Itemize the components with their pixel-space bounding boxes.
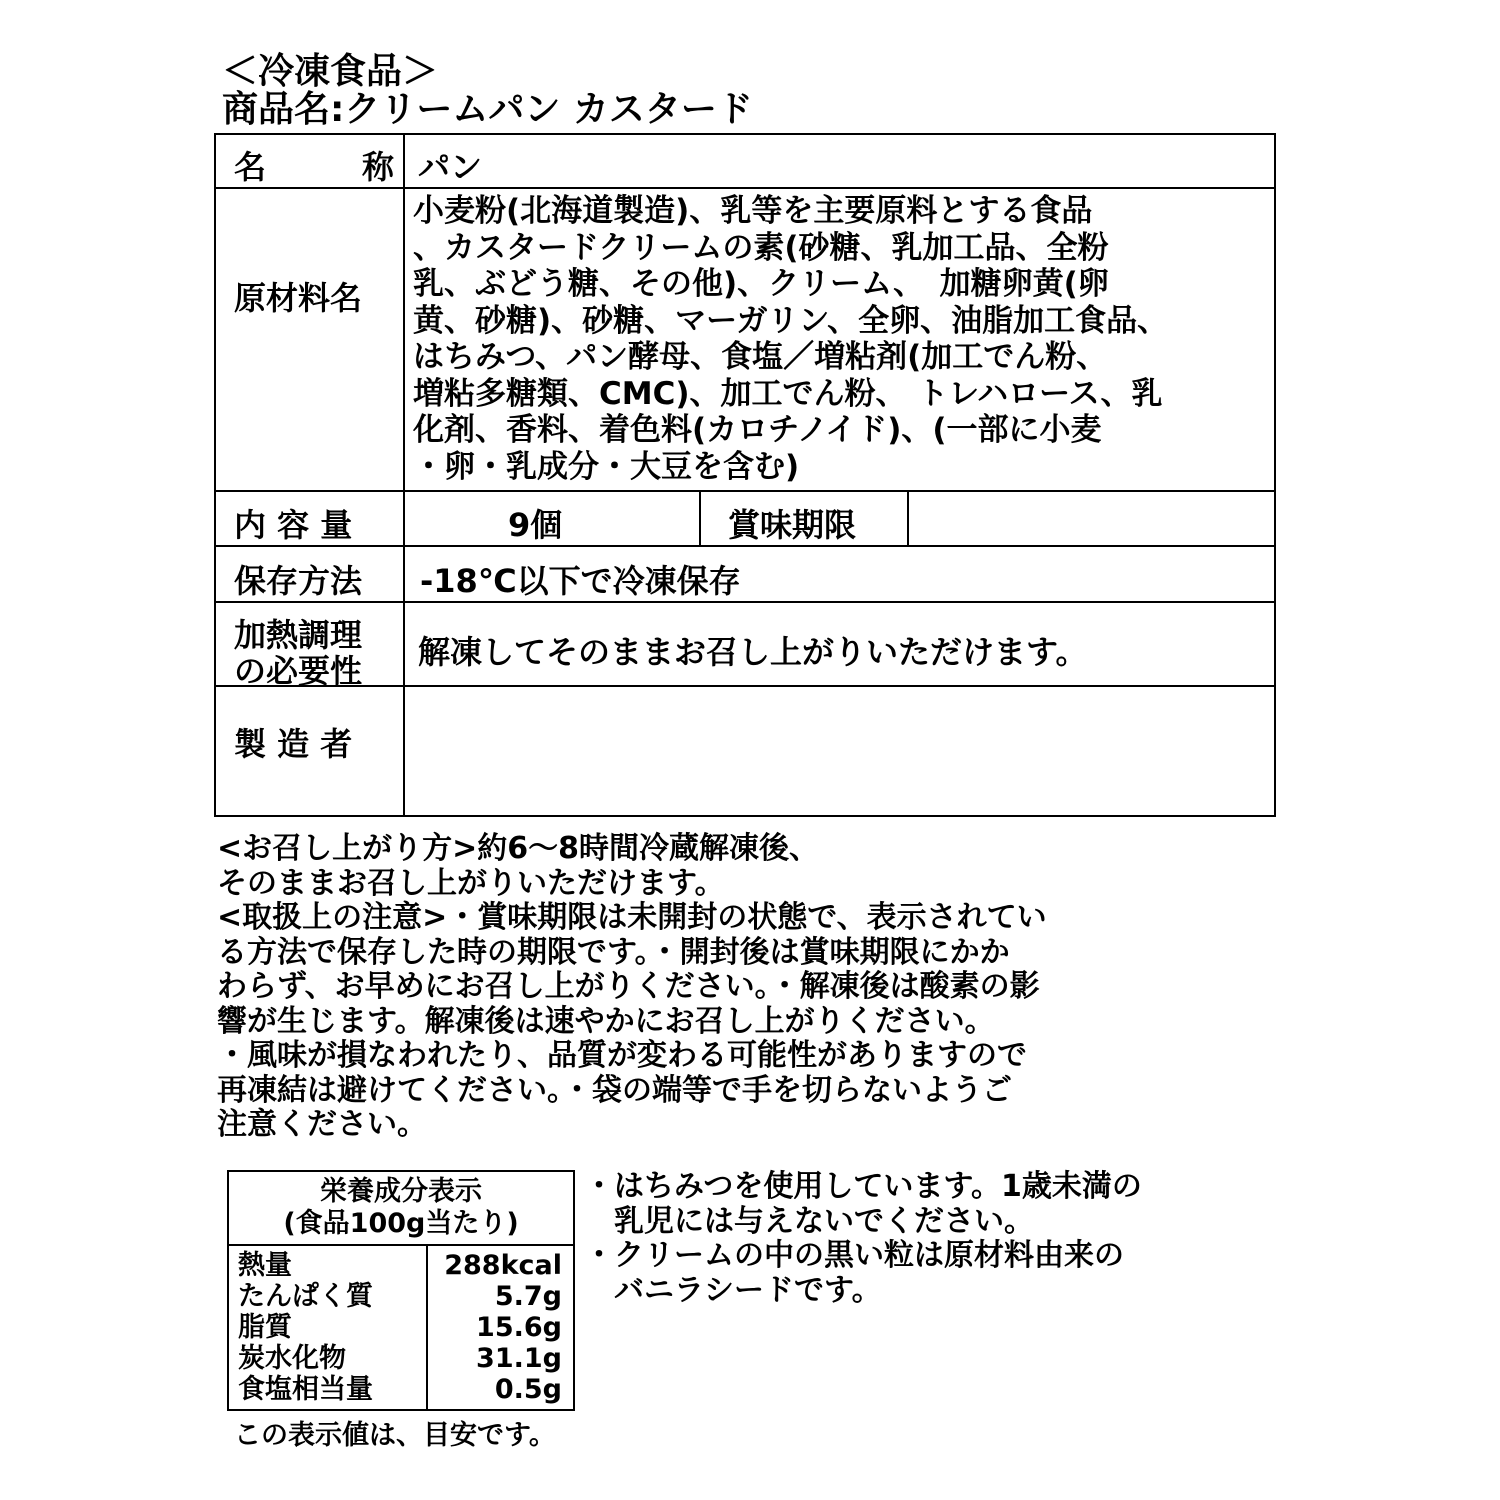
side-notes — [584, 1170, 1142, 1308]
ingredients-line: 乳、ぶどう糖、その他)、クリーム、 加糖卵黄(卵 — [413, 266, 1109, 302]
notes-line: 響が生じます。解凍後は速やかにお召し上がりください。 — [217, 1003, 995, 1039]
label-column-divider — [403, 133, 405, 817]
best-before-label: 賞味期限 — [728, 506, 857, 544]
notes-line: る方法で保存した時の期限です。・開封後は賞味期限にかか — [217, 934, 1010, 970]
nutrition-basis: (食品100g当たり) — [283, 1208, 519, 1239]
notes-line: <取扱上の注意>・賞味期限は未開封の状態で、表示されてい — [217, 900, 1047, 935]
nutrition-row-label: たんぱく質 — [238, 1281, 373, 1312]
nutrition-row-label: 脂質 — [238, 1312, 292, 1343]
heating-label-line2: の必要性 — [234, 652, 363, 690]
ingredients-label: 原材料名 — [234, 279, 363, 317]
notes-line: そのままお召し上がりいただけます。 — [217, 865, 725, 901]
maker-label: 製 造 者 — [234, 725, 353, 763]
heating-label-line1: 加熱調理 — [234, 616, 363, 654]
nutrition-header-divider — [227, 1244, 575, 1246]
side-note-line: ・クリームの中の黒い粒は原材料由来の — [584, 1238, 1124, 1273]
row-divider-5 — [214, 685, 1276, 687]
storage-label: 保存方法 — [234, 562, 363, 600]
notes-line: ・風味が損なわれたり、品質が変わる可能性がありますので — [217, 1038, 1027, 1073]
ingredients-line: 増粘多糖類、CMC)、加工でん粉、 トレハロース、乳 — [413, 375, 1163, 412]
product-name-heading: 商品名:クリームパン カスタード — [222, 89, 753, 130]
notes-line: 再凍結は避けてください。・袋の端等で手を切らないようご — [217, 1072, 1012, 1108]
nutrition-row-label: 食塩相当量 — [238, 1374, 373, 1405]
nutrition-row-label: 炭水化物 — [238, 1343, 346, 1374]
ingredients-list — [413, 193, 1168, 485]
side-note-line: 乳児には与えないでください。 — [584, 1203, 1034, 1239]
name-value: パン — [418, 148, 483, 186]
storage-value: -18℃以下で冷凍保存 — [420, 562, 741, 600]
category-heading: ＜冷凍食品＞ — [222, 51, 439, 92]
nutrition-values — [428, 1250, 562, 1405]
ingredients-line: 小麦粉(北海道製造)、乳等を主要原料とする食品 — [413, 193, 1093, 229]
side-note-line: ・はちみつを使用しています。1歳未満の — [584, 1169, 1142, 1204]
nutrition-row-label: 熱量 — [238, 1250, 292, 1281]
ingredients-line: はちみつ、パン酵母、食塩／増粘剤(加工でん粉、 — [413, 339, 1108, 375]
nutrition-row-value: 5.7g — [494, 1281, 562, 1312]
nutrition-row-value: 0.5g — [494, 1374, 562, 1405]
ingredients-line: 化剤、香料、着色料(カロチノイド)、(一部に小麦 — [413, 412, 1102, 448]
nutrition-row-value: 15.6g — [476, 1312, 562, 1343]
row-divider-4 — [214, 601, 1276, 603]
name-label: 名 称 — [234, 148, 395, 186]
nutrition-title: 栄養成分表示 — [320, 1176, 482, 1207]
ingredients-line: 、カスタードクリームの素(砂糖、乳加工品、全粉 — [413, 229, 1109, 266]
best-before-divider — [907, 490, 909, 547]
content-label: 内 容 量 — [234, 506, 353, 544]
ingredients-line: 黄、砂糖)、砂糖、マーガリン、全卵、油脂加工食品、 — [413, 302, 1169, 339]
nutrition-footnote: この表示値は、目安です。 — [234, 1420, 556, 1451]
ingredients-line: ・卵・乳成分・大豆を含む) — [413, 448, 800, 485]
notes-line: <お召し上がり方>約6～8時間冷蔵解凍後、 — [217, 831, 820, 866]
notes-line: 注意ください。 — [217, 1107, 427, 1142]
notes-line: わらず、お早めにお召し上がりください。・解凍後は酸素の影 — [217, 969, 1040, 1004]
nutrition-row-value: 288kcal — [444, 1250, 562, 1281]
nutrition-row-value: 31.1g — [476, 1343, 562, 1374]
side-note-line: バニラシードです。 — [584, 1272, 882, 1308]
nutrition-labels — [238, 1250, 373, 1405]
heating-value: 解凍してそのままお召し上がりいただけます。 — [418, 633, 1088, 671]
row-divider-2 — [214, 490, 1276, 492]
content-value: 9個 — [508, 506, 563, 544]
content-cell-divider — [699, 490, 701, 547]
usage-notes — [217, 832, 1047, 1143]
